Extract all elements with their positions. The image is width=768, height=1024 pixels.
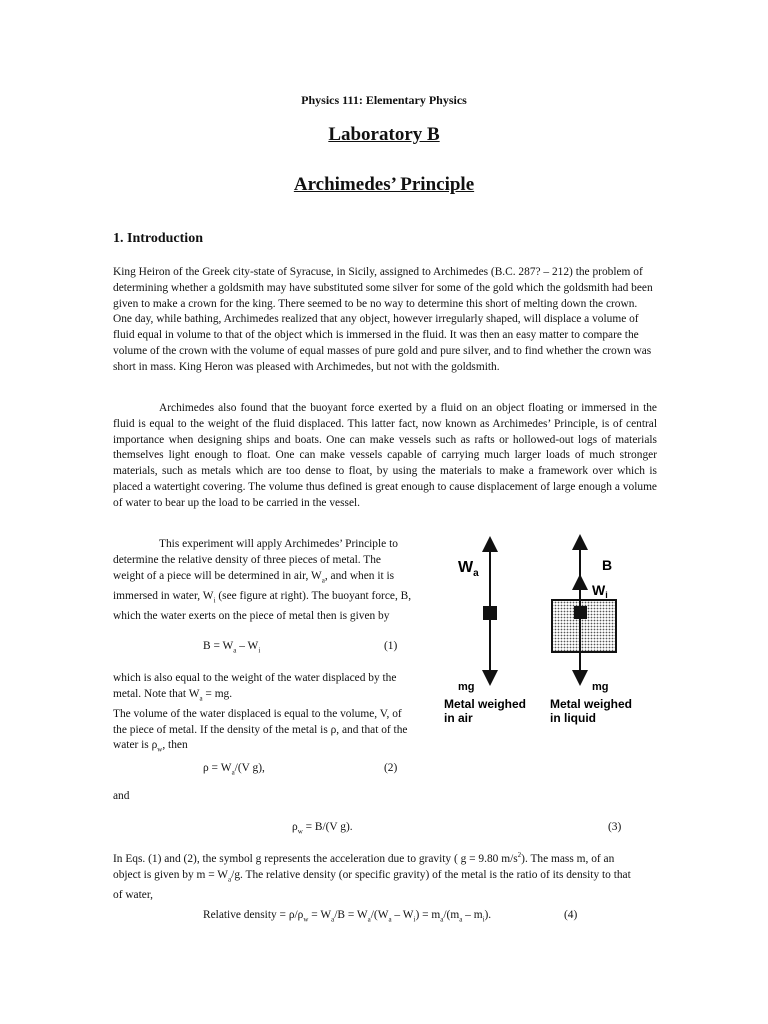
- displaced-text-b: = mg.: [202, 687, 233, 700]
- label-wi: $W_i$: [592, 582, 608, 600]
- volume-text-a: The volume of the water displaced is equal to the volume, V, of the piece of metal. If the density of the metal is ρ, and that of the water is ρ: [113, 707, 408, 752]
- paragraph-displaced: [113, 671, 418, 759]
- lab-subtitle: Archimedes’ Principle: [293, 174, 475, 195]
- diagram-air: [444, 544, 526, 725]
- sub-a: a: [321, 575, 325, 584]
- sup-2: 2: [517, 851, 522, 859]
- label-mg-right: mg: [592, 681, 609, 693]
- diagram-liquid: [550, 542, 632, 725]
- caption-liquid-line2: in liquid: [550, 711, 596, 725]
- caption-air-line1: Metal weighed: [444, 697, 527, 711]
- label-b: B: [602, 557, 613, 573]
- label-mg-left: mg: [458, 681, 475, 693]
- equation-4-label: (4): [564, 909, 578, 921]
- experiment-text-a: This experiment will apply Archimedes’ Principle to determine the relative density of three pieces of metal. The weight of a piece will be determined in air, W: [113, 538, 398, 582]
- paragraph-history: King Heiron of the Greek city-state of Syracuse, in Sicily, assigned to Archimedes (B.C. 287? – 212) the problem of determining whether a goldsmith may have substituted some silver for some of the gold which the goldsmith had been given to make a crown for the king. There seemed to be no way to determine this short of melting down the crown. One day, while bathing, Archimedes realized that any object, however irregularly shaped, will displace a volume of fluid equal in volume to that of the object which is immersed in the fluid. It was then an easy matter to compare the volume of the crown with the volume of equal masses of pure gold and pure silver, and to find whether the crown was short in mass. King Heron was pleased with Archimedes, but not with the goldsmith.: [113, 266, 653, 373]
- experiment-text-c: (see figure at right). The buoyant force, B, which the water exerts on the piece of metal then is given by: [113, 589, 412, 622]
- equation-2-label: (2): [384, 762, 398, 774]
- sub-i: i: [213, 595, 216, 604]
- sub-a: a: [199, 694, 203, 703]
- sub-w: w: [157, 745, 163, 754]
- equation-4: Relative density = $\rho/\rho_w = W_a/B = W_a/(W_a - W_i) = m_a/(m_a - m_i)$.: [203, 909, 492, 924]
- and-text: and: [113, 790, 130, 802]
- experiment-text-b: , and when it is immersed in water, W: [113, 569, 395, 602]
- section-heading: 1. Introduction: [113, 231, 203, 246]
- sub-a: a: [228, 874, 232, 883]
- paragraph-experiment: [113, 537, 413, 625]
- volume-text-b: , then: [162, 739, 188, 752]
- caption-liquid-line1: Metal weighed: [550, 697, 633, 711]
- metal-block-air: [483, 606, 497, 620]
- paragraph-gravity: [113, 848, 643, 903]
- paragraph-principle: Archimedes also found that the buoyant force exerted by a fluid on an object floating or immersed in the fluid is equal to the weight of the fluid displaced. This latter fact, now known as Archimedes’ Principle, is of central importance when designing ships and boats. One can make vessels such as rafts or hollowed-out logs of materials themselves light enough to float. One can make vessels capable of carrying much larger loads of much stronger materials, such as metals which are too dense to float, by using the materials to make a framework over which is placed a watertight covering. The volume thus defined is great enough to cause displacement of large enough a volume of water to bear up the load to be carried in the vessel.: [113, 402, 657, 509]
- buoyancy-figure: [440, 532, 690, 732]
- equation-1-label: (1): [384, 640, 398, 652]
- equation-3-label: (3): [608, 821, 622, 833]
- equation-3: $\rho_w = B/(V$ g).: [292, 821, 353, 836]
- equation-2: $\rho = W_a/(V$ g),: [203, 762, 265, 777]
- gravity-text-b: ). The mass m, of an object is given by m = W: [113, 852, 615, 881]
- label-wa: $W_a$: [458, 559, 479, 579]
- caption-air-line2: in air: [444, 711, 473, 725]
- equation-1: $B = W_a - W_i$: [203, 640, 261, 655]
- displaced-text-a: which is also equal to the weight of the water displaced by the metal. Note that W: [113, 672, 397, 700]
- gravity-text-a: In Eqs. (1) and (2), the symbol g represents the acceleration due to gravity ( g = 9.80 m/s: [113, 852, 518, 865]
- course-title: Physics 111: Elementary Physics: [301, 93, 467, 107]
- lab-title: Laboratory B: [328, 124, 440, 145]
- metal-block-liquid: [574, 606, 587, 619]
- gravity-text-c: /g. The relative density (or specific gravity) of the metal is the ratio of its density to that of water,: [113, 868, 631, 901]
